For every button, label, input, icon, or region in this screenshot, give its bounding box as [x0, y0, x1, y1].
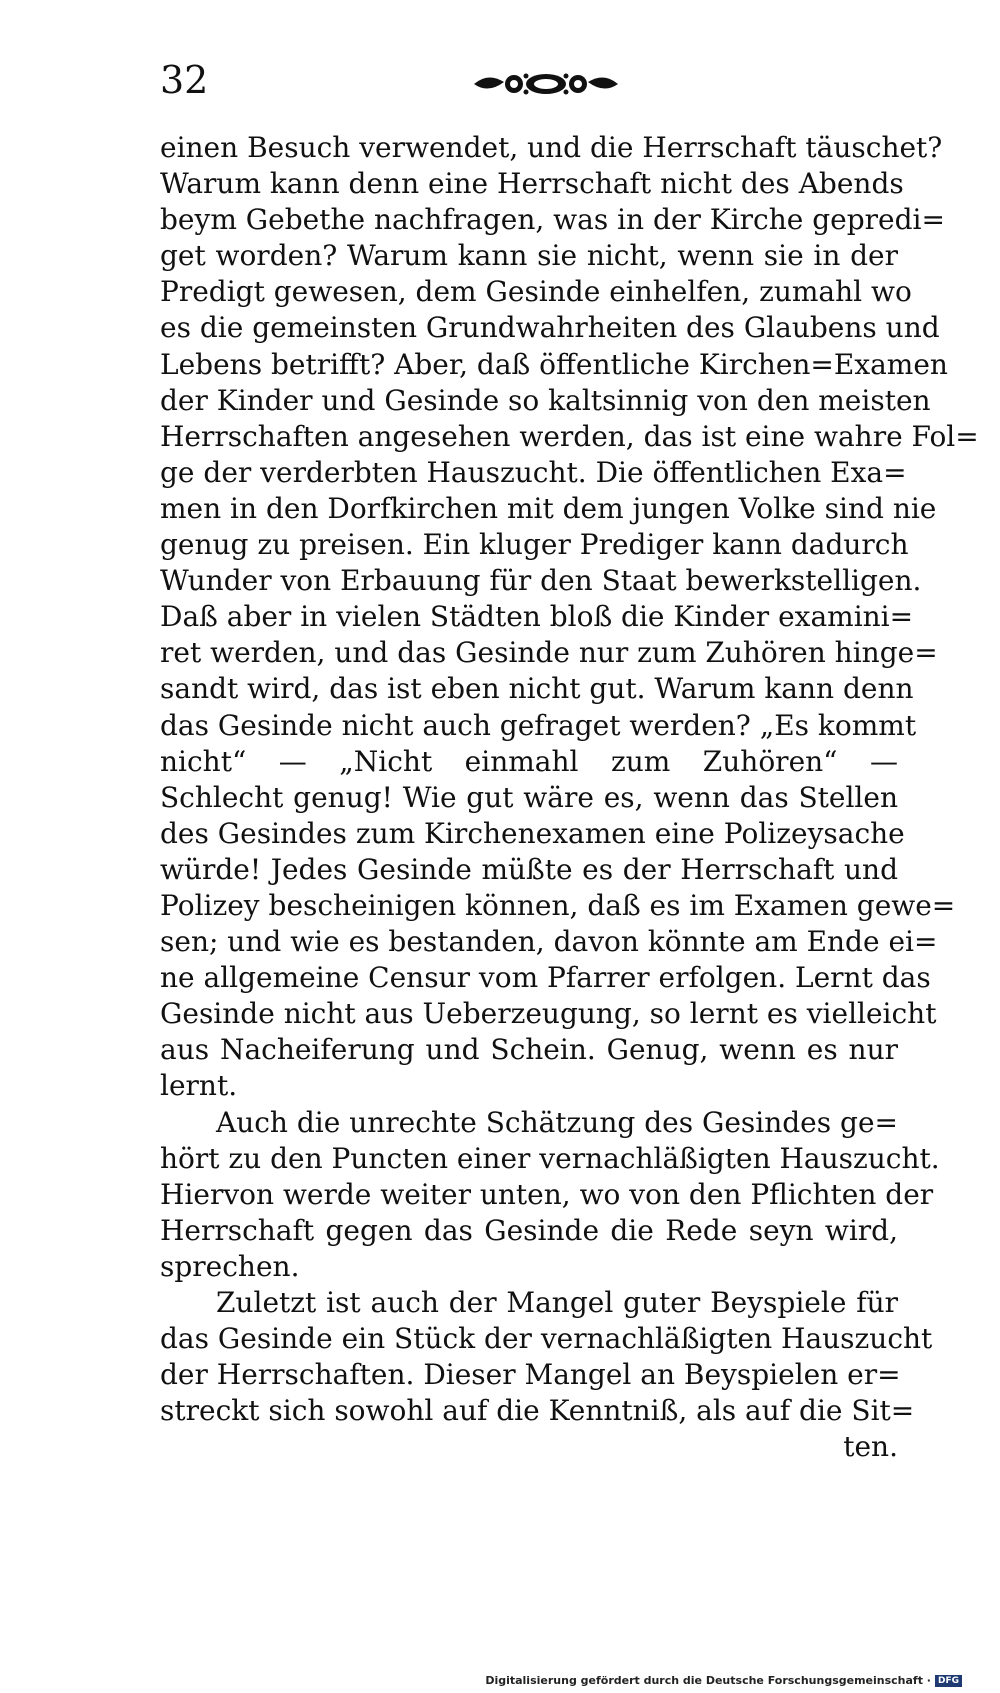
text-line: hört zu den Puncten einer vernachläßigten Hauszucht. [160, 1141, 940, 1175]
text-line: Polizey bescheinigen können, daß es im Examen gewe= [160, 888, 956, 922]
text-line: einen Besuch verwendet, und die Herrschaft täuschet? [160, 131, 943, 164]
text-line: das Gesinde ein Stück der vernachläßigten Hauszucht [160, 1322, 933, 1356]
text-line: Herrschaften angesehen werden, das ist eine wahre Fol= [160, 419, 979, 453]
dfg-logo-icon: DFG [935, 1675, 962, 1687]
text-line: der Herrschaften. Dieser Mangel an Beyspielen er= [160, 1358, 901, 1392]
text-line: ge der verderbten Hauszucht. Die öffentlichen Exa= [160, 455, 907, 489]
text-line: Herrschaft gegen das Gesinde die Rede seyn wird, [160, 1213, 898, 1247]
text-line: beym Gebethe nachfragen, was in der Kirche gepredi= [160, 203, 945, 237]
page-number: 32 [160, 58, 209, 102]
text-line: lernt. [160, 1069, 238, 1103]
text-line: sen; und wie es bestanden, davon könnte am Ende ei= [160, 925, 938, 959]
text-line: würde! Jedes Gesinde müßte es der Herrschaft und [160, 852, 898, 886]
text-line: ne allgemeine Censur vom Pfarrer erfolgen. Lernt das [160, 961, 931, 995]
text-line: men in den Dorfkirchen mit dem jungen Volke sind nie [160, 491, 937, 525]
body-text [160, 130, 979, 1465]
text-line: sprechen. [160, 1249, 300, 1283]
text-line: Schlecht genug! Wie gut wäre es, wenn das Stellen [160, 780, 898, 814]
text-line: genug zu preisen. Ein kluger Prediger kann dadurch [160, 528, 909, 562]
footer [485, 1674, 962, 1687]
text-line: Warum kann denn eine Herrschaft nicht des Abends [160, 167, 904, 201]
text-line: Auch die unrechte Schätzung des Gesindes ge= [216, 1105, 898, 1139]
text-line: nicht“ — „Nicht einmahl zum Zuhören“ — [160, 744, 898, 778]
text-line: aus Nacheiferung und Schein. Genug, wenn es nur [160, 1033, 898, 1067]
text-line: Lebens betrifft? Aber, daß öffentliche Kirchen=Examen [160, 347, 948, 381]
text-line: streckt sich sowohl auf die Kenntniß, als auf die Sit= [160, 1394, 915, 1428]
footer-text: Digitalisierung gefördert durch die Deutsche Forschungsgemeinschaft · [485, 1674, 931, 1687]
text-line: Hiervon werde weiter unten, wo von den Pflichten der [160, 1177, 934, 1211]
text-line: Daß aber in vielen Städten bloß die Kinder examini= [160, 600, 914, 634]
text-line: sandt wird, das ist eben nicht gut. Warum kann denn [160, 672, 914, 706]
text-line: ret werden, und das Gesinde nur zum Zuhören hinge= [160, 636, 938, 670]
catchword: ten. [843, 1430, 898, 1464]
text-line: es die gemeinsten Grundwahrheiten des Glaubens und [160, 311, 940, 345]
text-line: des Gesindes zum Kirchenexamen eine Polizeysache [160, 816, 905, 850]
text-line: Predigt gewesen, dem Gesinde einhelfen, zumahl wo [160, 275, 912, 309]
text-line: get worden? Warum kann sie nicht, wenn sie in der [160, 239, 898, 273]
text-line: der Kinder und Gesinde so kaltsinnig von den meisten [160, 383, 931, 417]
text-line: Wunder von Erbauung für den Staat bewerkstelligen. [160, 564, 922, 598]
text-line: Gesinde nicht aus Ueberzeugung, so lernt es vielleicht [160, 997, 937, 1031]
ornament-icon [466, 64, 626, 104]
text-line: Zuletzt ist auch der Mangel guter Beyspiele für [216, 1286, 898, 1319]
text-line: das Gesinde nicht auch gefraget werden? „Es kommt [160, 708, 917, 742]
